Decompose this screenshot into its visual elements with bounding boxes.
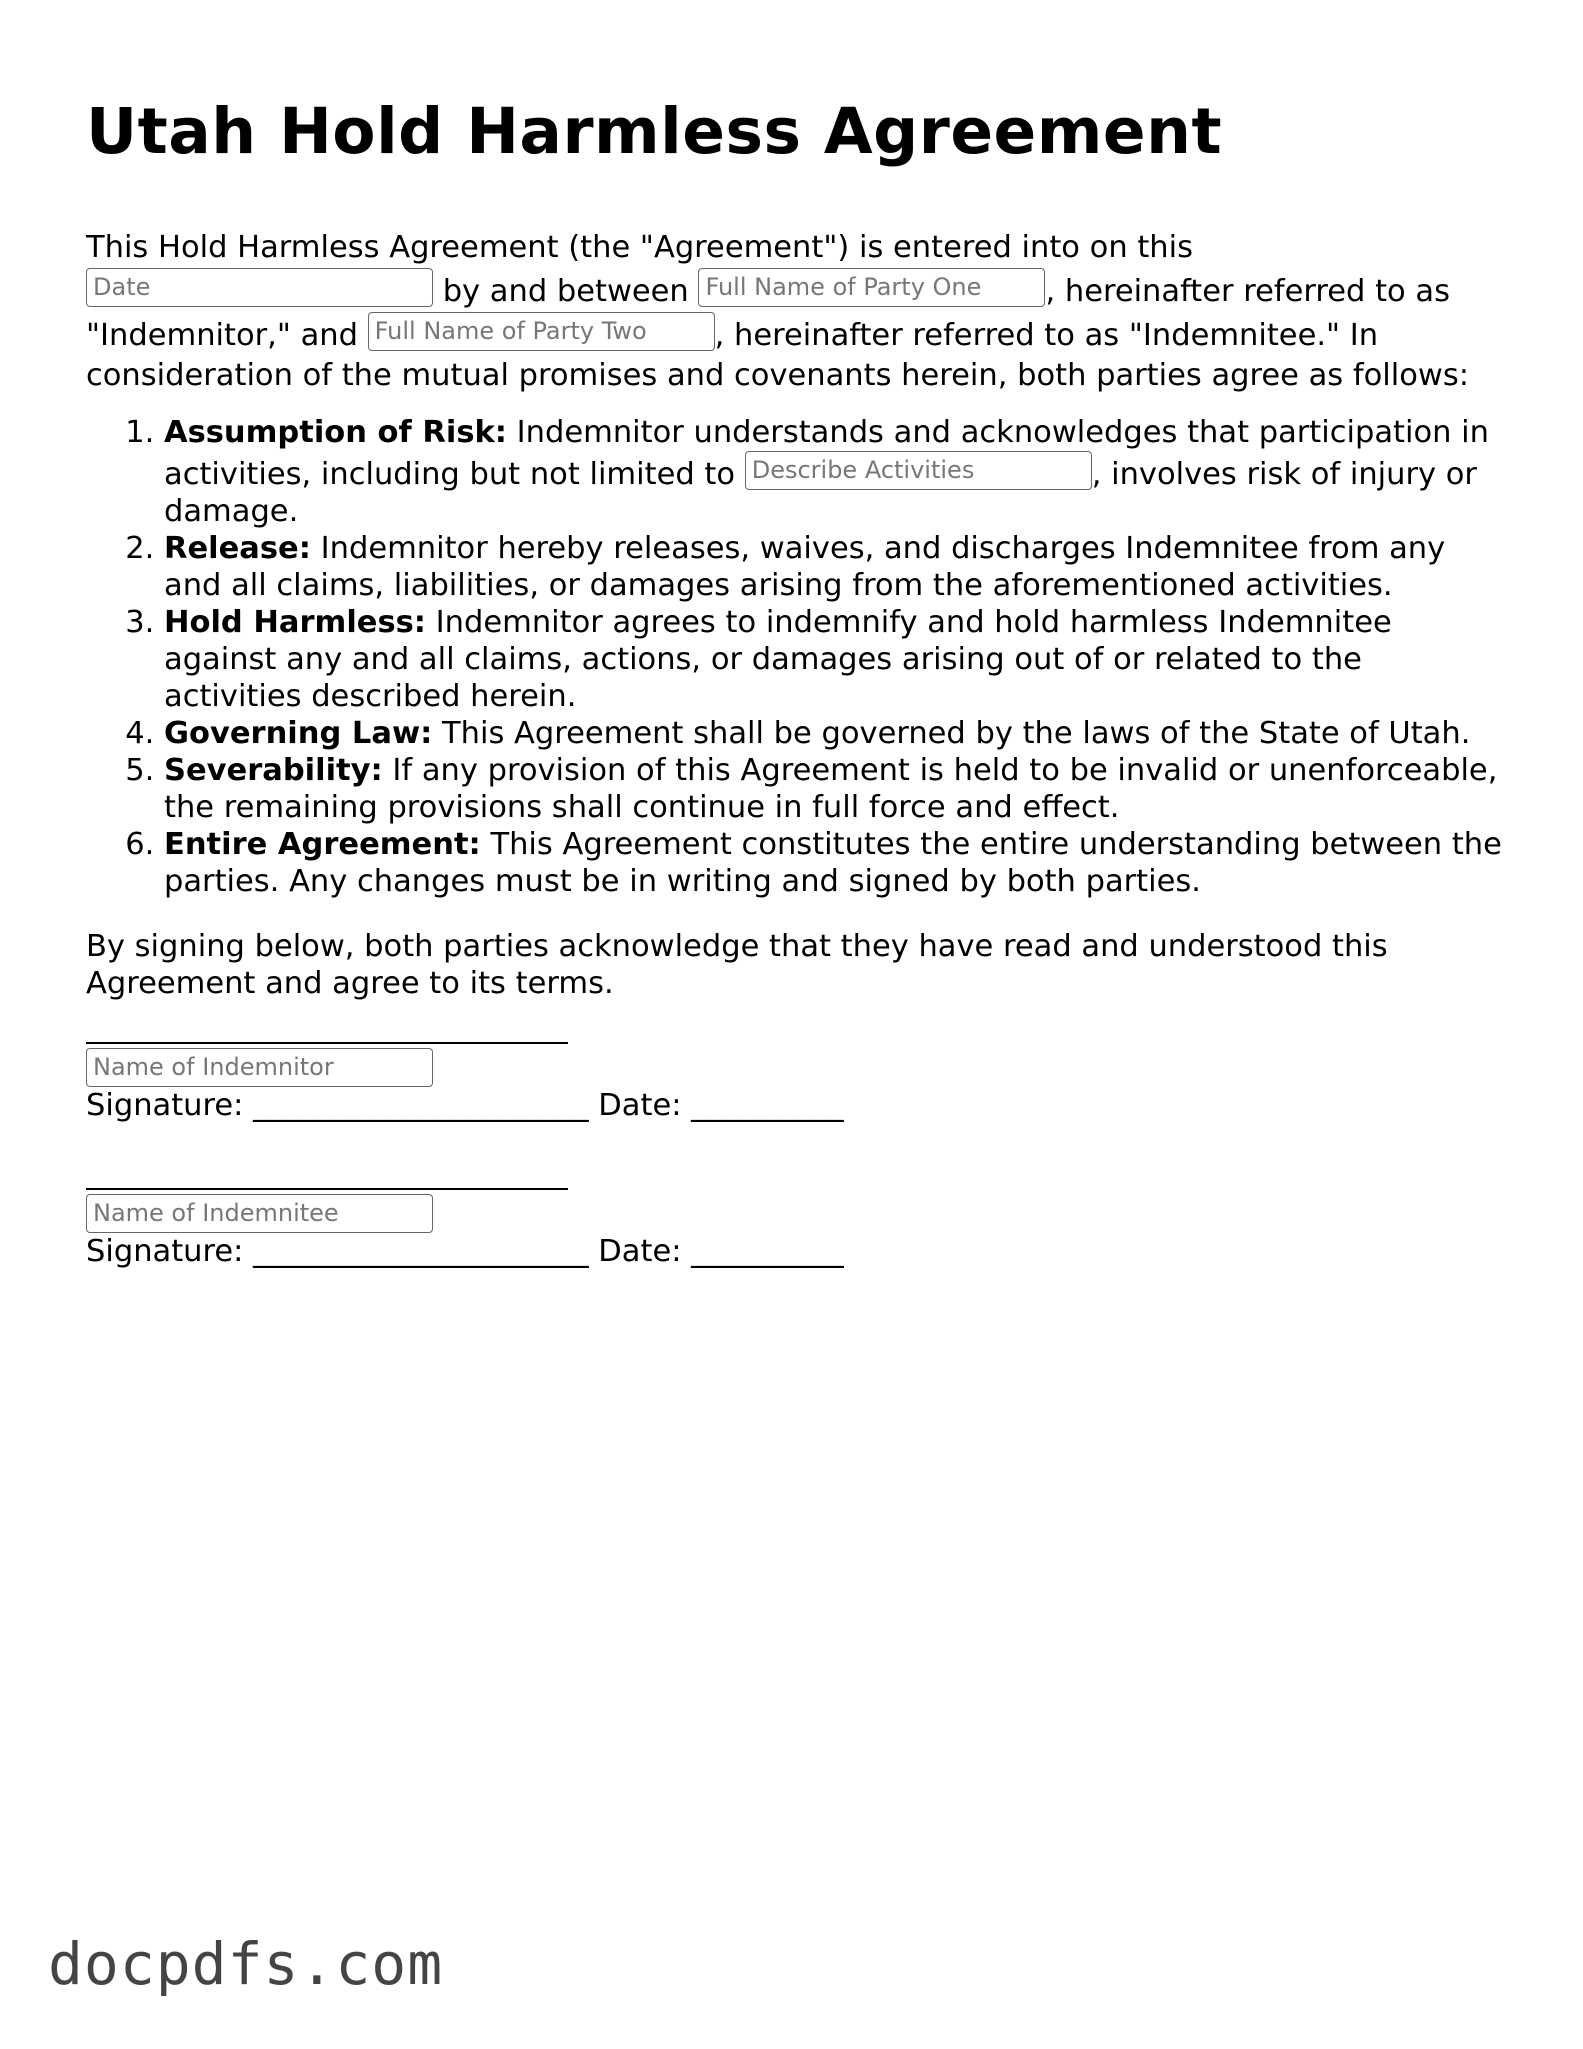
term-heading: Hold Harmless: bbox=[164, 605, 426, 640]
signature-line bbox=[86, 1042, 568, 1044]
date-input[interactable]: Date bbox=[86, 268, 433, 307]
intro-paragraph bbox=[86, 228, 1506, 396]
term-severability bbox=[164, 752, 1506, 826]
page-title: Utah Hold Harmless Agreement bbox=[86, 95, 1223, 168]
signature-line bbox=[86, 1188, 568, 1190]
signature-date-line: Signature: ______________________ Date: __________ bbox=[86, 1234, 844, 1269]
term-text: This Agreement constitutes the entire understanding between the parties. Any changes must be in writing and signed by both parties. bbox=[164, 827, 1502, 899]
intro-text-1: This Hold Harmless Agreement (the "Agreement") is entered into on this bbox=[86, 230, 1193, 265]
watermark: docpdfs.com bbox=[48, 1930, 444, 1998]
intro-text-4: , hereinafter referred to as "Indemnitee." In consideration of the mutual promises and covenants herein, both parties agree as follows: bbox=[86, 318, 1469, 393]
term-release bbox=[164, 530, 1506, 604]
party-one-name-input[interactable]: Full Name of Party One bbox=[698, 268, 1045, 307]
signature-date-line: Signature: ______________________ Date: __________ bbox=[86, 1088, 844, 1123]
intro-text-2: by and between bbox=[433, 274, 699, 309]
term-heading: Assumption of Risk: bbox=[164, 415, 507, 450]
indemnitee-name-input[interactable]: Name of Indemnitee bbox=[86, 1194, 433, 1233]
document-page bbox=[86, 95, 1506, 1269]
term-text: This Agreement shall be governed by the laws of the State of Utah. bbox=[432, 716, 1471, 751]
terms-list bbox=[86, 414, 1506, 900]
term-governing-law bbox=[164, 715, 1506, 752]
term-text: Indemnitor agrees to indemnify and hold harmless Indemnitee against any and all claims, actions, or damages arising out of or related to the activities described herein. bbox=[164, 605, 1392, 714]
term-text: If any provision of this Agreement is held to be invalid or unenforceable, the remaining provisions shall continue in full force and effect. bbox=[164, 753, 1498, 825]
indemnitor-signature-block bbox=[86, 1042, 986, 1124]
term-entire-agreement bbox=[164, 826, 1506, 900]
term-assumption-of-risk bbox=[164, 414, 1506, 530]
term-hold-harmless bbox=[164, 604, 1506, 715]
term-heading: Governing Law: bbox=[164, 716, 433, 751]
closing-paragraph: By signing below, both parties acknowledge that they have read and understood this Agreement and agree to its terms. bbox=[86, 929, 1388, 1001]
term-text: Indemnitor hereby releases, waives, and discharges Indemnitee from any and all claims, liabilities, or damages arising from the aforementioned activities. bbox=[164, 531, 1446, 603]
party-two-name-input[interactable]: Full Name of Party Two bbox=[368, 312, 715, 351]
term-text: , involves risk of injury or damage. bbox=[164, 457, 1477, 529]
intro-text-3: , hereinafter referred to as "Indemnitor," and bbox=[86, 274, 1450, 353]
term-heading: Entire Agreement: bbox=[164, 827, 481, 862]
indemnitor-name-input[interactable]: Name of Indemnitor bbox=[86, 1048, 433, 1087]
indemnitee-signature-block bbox=[86, 1188, 986, 1270]
term-heading: Release: bbox=[164, 531, 311, 566]
activities-input[interactable]: Describe Activities bbox=[745, 451, 1092, 490]
term-text: Indemnitor understands and acknowledges that participation in activities, including but not limited to bbox=[164, 415, 1489, 492]
term-heading: Severability: bbox=[164, 753, 383, 788]
